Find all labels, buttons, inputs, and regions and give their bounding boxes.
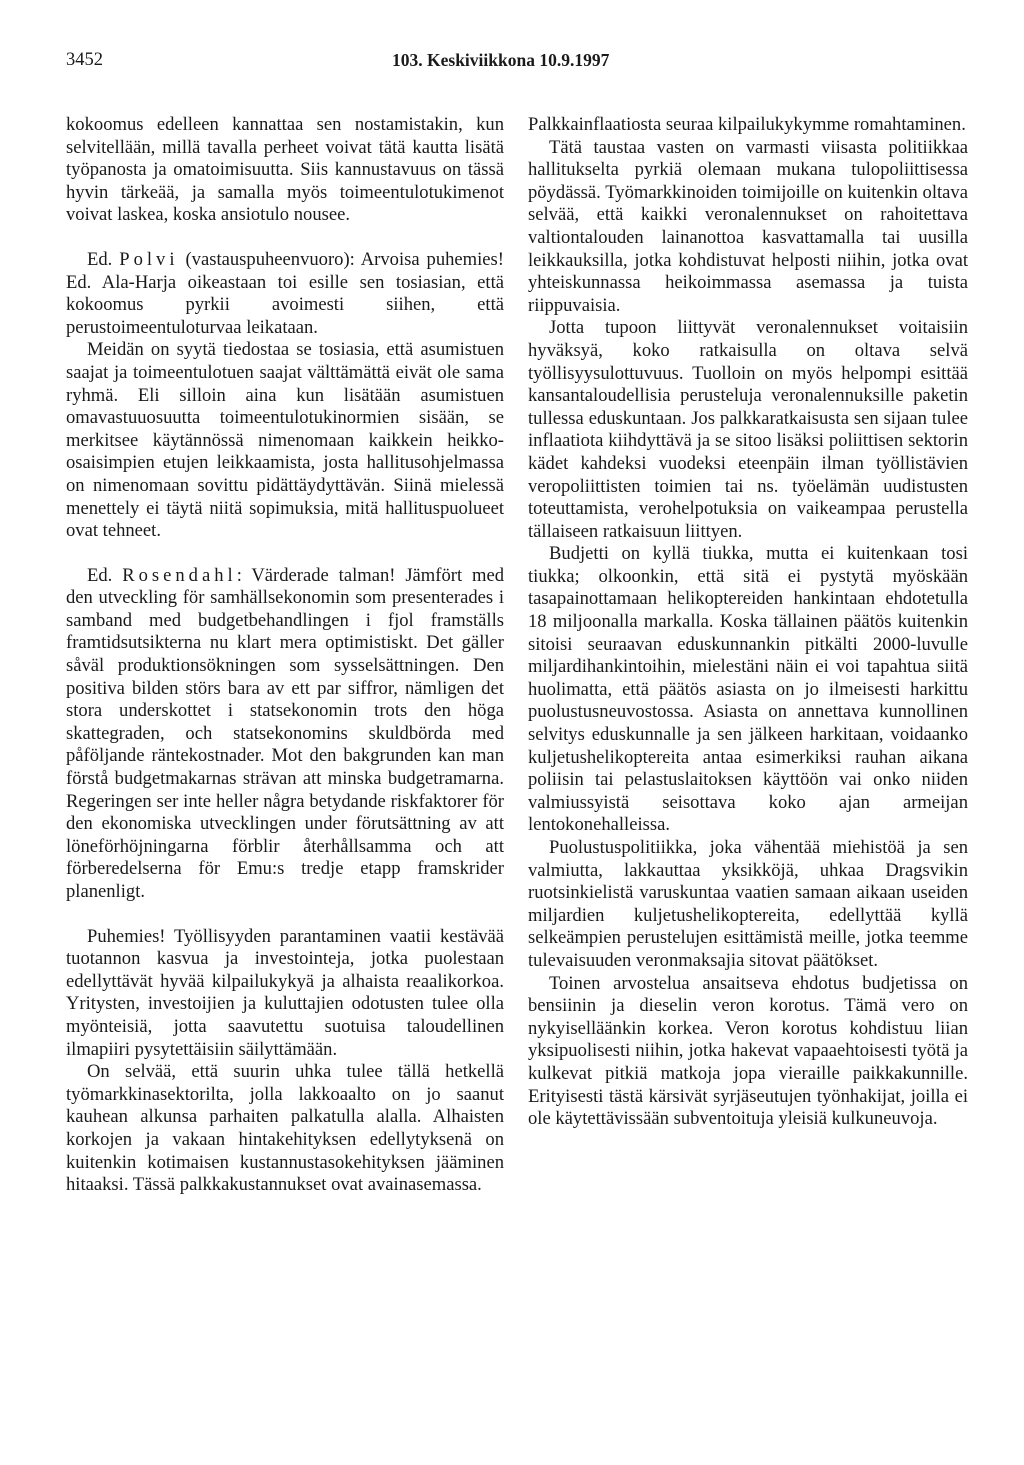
paragraph: kokoomus edelleen kannattaa sen nostamistakin, kun selvitellään, millä tavalla perheet voivat tätä kautta lisätä työpanosta ja omatoimisuutta. Siis kannustavuus on tässä hyvin tärkeää, ja samalla myös toimeentulotukimenot voivat laskea, koska ansiotulo nousee. [66,114,504,226]
paragraph: Puolustuspolitiikka, joka vähentää miehistöä ja sen valmiutta, lakkauttaa yksikköjä, uhkaa Dragsvikin ruotsinkielistä varuskuntaa vaatien samaan aikaan useiden miljardien kuljetushelikoptereita, edellyttää kyllä selkeämpien perustelujen esittämistä meille, jotka teemme tulevaisuuden veronmaksajia sitovat päätökset. [528,837,968,971]
speaker-prefix: Ed. [87,248,113,270]
speech-polvi [66,249,504,339]
speech-rosendahl [66,565,504,904]
session-title: 103. Keskiviikkona 10.9.1997 [392,50,610,70]
paragraph: Jotta tupoon liittyvät veronalennukset voitaisiin hyväksyä, koko ratkaisulla on oltava selvä työllisyysulottuvuus. Tuolloin on myös helpompi esittää kansantaloudellisia perusteluja veronalennuksille paketin tullessa eduskuntaan. Jos palkkaratkaisusta sen sijaan tulee inflaatiota kiihdyttävä ja se sitoo lisäksi poliittisen sektorin kädet kahdeksi vuodeksi eteenpäin ilman työllistävien veropoliittisten toimien tai ns. työelämän uudistusten toteuttamista, verohelpotuksia on vaikeampaa perustella tällaiseen ratkaisuun liittyen. [528,317,968,542]
page-number: 3452 [66,50,103,70]
paragraph: Meidän on syytä tiedostaa se tosiasia, että asumistuen saajat ja toimeentulotuen saajat välttämättä eivät ole sama ryhmä. Eli silloin aina kun lisätään asumistuen omavastuuosuutta toimeentulotukinormien sisään, se merkitsee käytännössä nimenomaan kaikkein heikko-osaisimpien etujen leikkaamista, josta hallitusohjelmassa on nimenomaan sovittu pidättäydyttävän. Siinä mielessä menettely ei täytä niitä sopimuksia, mitä hallituspuolueet ovat tehneet. [66,339,504,542]
right-column [528,114,968,1131]
speech-text: : Värderade talman! Jämfört med den utveckling för samhällsekonomin som presenterades i samband med budgetbehandlingen i fjol framställs framtidsutsikterna nu klart mera optimistiskt. Det gäller såväl produktionsökningen som sysselsättningen. Den positiva bilden störs bara av ett par siffror, nämligen det stora underskottet i statsekonomin trots den höga skattegraden, och statsekonomins skuldbörda med påföljande räntekostnader. Mot den bakgrunden kan man förstå budgetmakarnas strävan att minska budgetramarna. Regeringen ser inte heller några betydande riskfaktorer för den ekonomiska utvecklingen under förutsättning av att löneförhöjningarna förblir återhållsamma och att förberedelserna för Emu:s tredje etapp framskrider planenligt. [66,564,504,902]
paragraph: On selvää, että suurin uhka tulee tällä hetkellä työmarkkinasektorilta, jolla lakkoaalto on jo saanut kauhean alkunsa parhaiten palkatulla alalla. Alhaisten korkojen ja vakaan hintakehityksen edellytyksenä on kuitenkin kotimaisen kustannustasokehityksen jääminen hitaaksi. Tässä palkkakustannukset ovat avainasemassa. [66,1061,504,1196]
speaker-prefix: Ed. [87,564,113,586]
paragraph: Palkkainflaatiosta seuraa kilpailukykymme romahtaminen. [528,114,966,135]
paragraph: Puhemies! Työllisyyden parantaminen vaatii kestävää tuotannon kasvua ja investointeja, jotka puolestaan edellyttävät hyvää kilpailukykyä ja alhaista reaalikorkoa. Yritysten, investoijien ja kuluttajien odotusten tulee olla myönteisiä, jotta saavutettu suotuisa taloudellinen ilmapiiri pysytettäisiin säilyttämään. [66,925,504,1060]
paragraph: Toinen arvostelua ansaitseva ehdotus budjetissa on bensiinin ja dieselin veron korotus. Tämä vero on nykyiselläänkin korkea. Veron korotus kohdistuu liian yksipuolisesti niihin, jotka hakevat vapaaehtoisesti työtä ja kulkevat pitkiä matkoja jopa vieraille paikkakunnille. Erityisesti tästä kärsivät syrjäseutujen työnhakijat, joilla ei ole käytettävissään subventoituja yleisiä kulkuneuvoja. [528,972,968,1130]
speaker-name: Rosendahl [122,564,237,586]
page-header [66,50,966,80]
speaker-name: Polvi [119,248,179,270]
speech-text: (vastauspuheenvuoro): Arvoisa puhemies! Ed. Ala-Harja oikeastaan toi esille sen tosiasian, että kokoomus pyrkii avoimesti siihen, että perustoimeentuloturvaa leikataan. [66,248,504,338]
left-column [66,114,504,1197]
paragraph: Tätä taustaa vasten on varmasti viisasta politiikkaa hallitukselta pyrkiä olemaan mukana tulopoliittisessa pöydässä. Työmarkkinoiden toimijoille on kuitenkin oltava selvää, että kaikki veronalennukset on rahoitettava valtiontalouden lainanottoa kasvattamalla tai uusilla leikkauksilla, jotka kohdistuvat helposti niihin, jotka ovat yhteiskunnassa heikoimmassa asemassa ja tuista riippuvaisia. [528,136,968,316]
paragraph: Budjetti on kyllä tiukka, mutta ei kuitenkaan tosi tiukka; olkoonkin, että sitä ei pystytä myöskään tasapainottamaan helikoptereiden hankintaan ehdotetulla 18 miljoonalla markalla. Koska tällainen päätös kuitenkin sitoisi seuraavan eduskunnankin pitkälti 2000-luvulle miljardihankintoihin, mielestäni näin ei voi tapahtua siitä huolimatta, että päätös asiasta on jo ilmeisesti harkittu puolustusneuvostossa. Asiasta on annettava kunnollinen selvitys eduskunnalle ja sen jälkeen harkitaan, voidaanko kuljetushelikoptereita antaa esimerkiksi rauhan aikana poliisin tai pelastuslaitoksen käyttöön vai onko niiden valmiussyistä seisottava koko ajan armeijan lentokonehalleissa. [528,543,968,836]
